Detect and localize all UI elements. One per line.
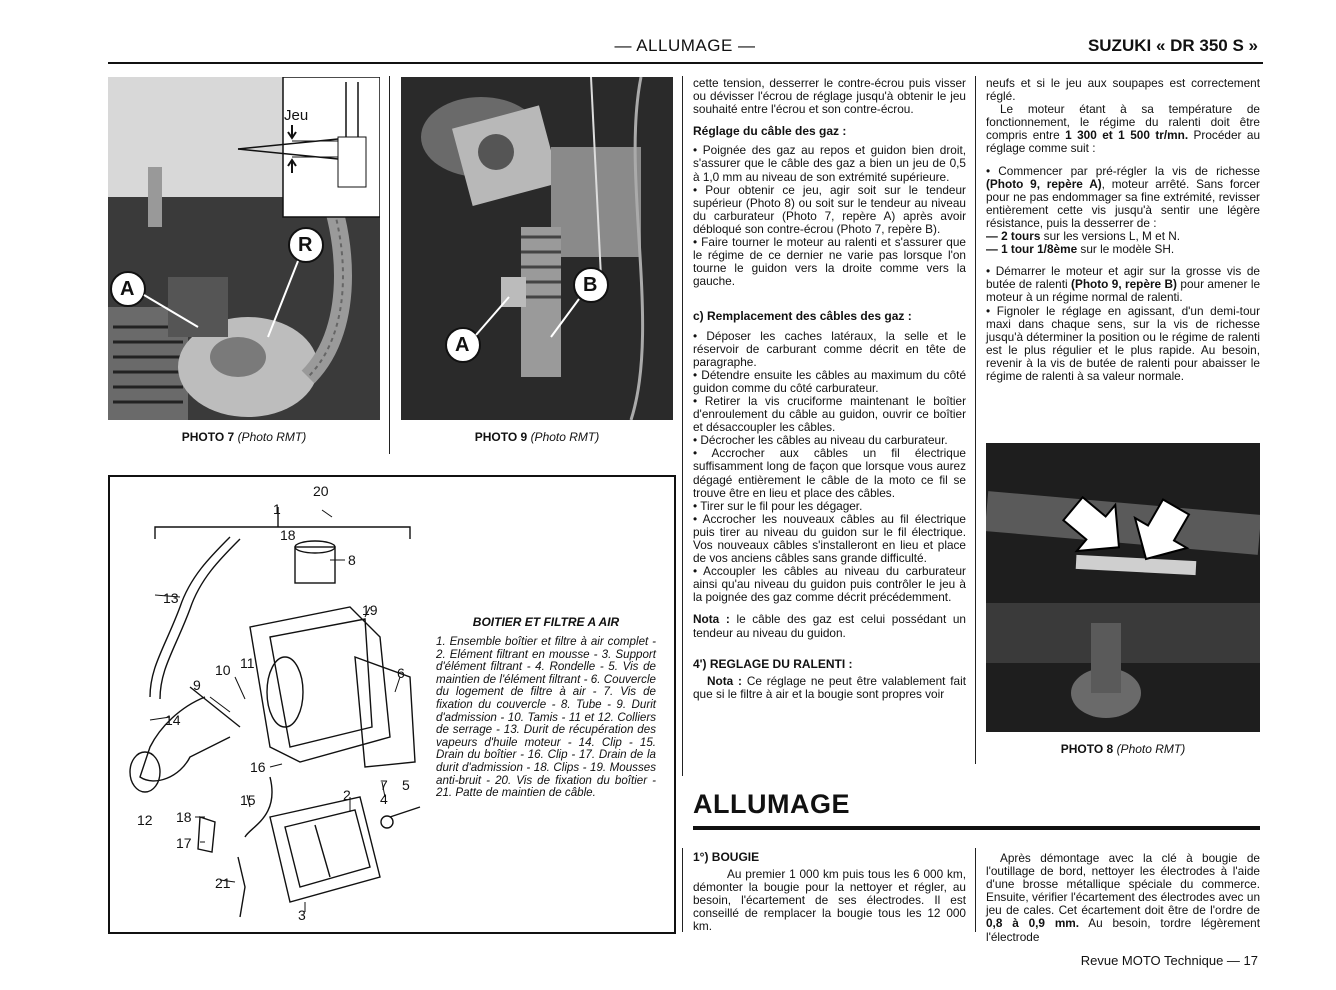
text: Le moteur étant à sa température de fonctionnement, le régime du ralenti doit être compris entre (986, 102, 1260, 143)
paragraph: • Déposer les caches latéraux, la selle et le réservoir de carburant comme décrit en tête de paragraphe. (693, 328, 966, 369)
rpm-range: 1 300 et 1 500 tr/mn. (1065, 128, 1189, 143)
text-column-3 (693, 77, 966, 701)
section-header: — ALLUMAGE — (614, 36, 756, 55)
paragraph (986, 165, 1260, 230)
callout-2: 2 (343, 787, 351, 803)
callout-18: 18 (280, 527, 296, 543)
marker-b: B (583, 274, 598, 296)
callout-19: 19 (362, 602, 378, 618)
callout-21: 21 (215, 875, 231, 891)
caption-credit: (Photo RMT) (1116, 742, 1186, 756)
paragraph: • Détendre ensuite les câbles au maximum du côté guidon comme du côté carburateur. (693, 367, 966, 395)
page-footer: Revue MOTO Technique — 17 (1080, 953, 1258, 968)
header-rule (108, 62, 1263, 64)
turns: — 1 tour 1/8ème (986, 242, 1078, 257)
marker-a: A (120, 278, 135, 300)
column-divider (975, 76, 976, 764)
gap-value: 0,8 à 0,9 mm. (986, 916, 1080, 931)
section-title: ALLUMAGE (693, 789, 850, 819)
photo-8-illustration (986, 443, 1260, 732)
model-header: SUZUKI « DR 350 S » (1087, 36, 1258, 55)
callout-15: 15 (240, 792, 256, 808)
ref: (Photo 9, repère A) (986, 176, 1102, 191)
callout-6: 6 (397, 665, 405, 681)
text: pour amener le moteur à un régime normal de ralenti. (986, 277, 1260, 305)
paragraph: • Accrocher les nouveaux câbles au fil électrique puis tirer au niveau du guidon sur le fil électrique. Vos nouveaux câbles s'installeront en lieu et place de vos anciens câbles sans grande difficulté. (693, 511, 966, 566)
heading-throttle-cable-adjustment: Réglage du câble des gaz : (693, 124, 847, 139)
callout-20: 20 (313, 483, 329, 499)
air-filter-exploded-view (110, 477, 430, 932)
paragraph: • Tirer sur le fil pour les dégager. (693, 498, 863, 513)
photo-7-illustration (108, 77, 380, 420)
paragraph: Au premier 1 000 km puis tous les 6 000 km, démonter la bougie pour la nettoyer et régler, au besoin, l'écartement de ses électrodes. Il est conseillé de remplacer la bougie tous les 12 000 km. (693, 867, 966, 934)
heading-spark-plug: 1°) BOUGIE (693, 850, 760, 864)
text: Au besoin, tordre légèrement l'électrode (986, 916, 1261, 944)
paragraph: • Accrocher aux câbles un fil électrique suffisamment long de façon que lorsque vous aurez dégagé entièrement le câble de la moto ce fil se trouve être en lieu et place des câbles. (693, 446, 966, 500)
note-text: Ce réglage ne peut être valablement fait que si le filtre à air et la bougie sont propres voir (693, 673, 967, 701)
play-label: Jeu (284, 107, 309, 124)
callout-4: 4 (380, 791, 388, 807)
text: sur le modèle SH. (1077, 242, 1175, 257)
paragraph: cette tension, desserrer le contre-écrou puis visser ou dévisser l'écrou de réglage jusqu'à obtenir le jeu souhaité entre l'écrou et son contre-écrou. (693, 76, 966, 117)
callout-13: 13 (163, 590, 179, 606)
caption-label: PHOTO 9 (474, 430, 528, 444)
heading-idle-adjustment: 4') REGLAGE DU RALENTI : (693, 656, 853, 671)
paragraph: neufs et si le jeu aux soupapes est correctement réglé. (986, 76, 1260, 104)
paragraph: • Fignoler le réglage en agissant, d'un demi-tour maxi dans chaque sens, sur la vis de richesse jusqu'à déterminer la position ou le régime de ralenti est le plus régulier et le plus rapide. Au besoin, revenir à la vis de butée de ralenti pour abaisser le régime de ralenti à sa valeur normale. (986, 303, 1260, 383)
spark-plug-column-left (693, 851, 966, 934)
heading-cable-replacement: c) Remplacement des câbles des gaz : (693, 309, 912, 324)
callout-17: 17 (176, 835, 192, 851)
caption-label: PHOTO 8 (1060, 742, 1114, 756)
marker-a: A (455, 334, 470, 356)
caption-credit: (Photo RMT) (530, 430, 600, 444)
column-divider (682, 76, 683, 776)
callout-7: 7 (380, 777, 388, 793)
callout-16: 16 (250, 759, 266, 775)
paragraph: • Retirer la vis cruciforme maintenant le boîtier d'enroulement du câble au guidon, ouvrir ce boîtier et désaccoupler les câbles. (693, 393, 966, 435)
callout-1: 1 (273, 501, 281, 517)
text-column-4 (986, 77, 1260, 383)
photo-7 (108, 77, 380, 420)
caption-label: PHOTO 7 (181, 430, 235, 444)
callout-9: 9 (193, 677, 201, 693)
note-label: Nota : (693, 612, 730, 627)
paragraph (986, 852, 1260, 944)
text: Après démontage avec la clé à bougie de l'outillage de bord, nettoyer les électrodes à l'aide d'une brosse métallique spéciale du commerce. Ensuite, vérifier l'écartement des électrodes avec un jeu de cales. Cet écartement doit être de l'ordre de (986, 851, 1260, 918)
note (693, 675, 966, 701)
text: • Commencer par pré-régler la vis de richesse (986, 163, 1260, 178)
text: • Démarrer le moteur et agir sur la grosse vis de butée de ralenti (986, 264, 1260, 292)
paragraph (986, 103, 1260, 155)
turns: — 2 tours (986, 229, 1041, 244)
callout-12: 12 (137, 812, 153, 828)
callout-18b: 18 (176, 809, 192, 825)
paragraph: • Faire tourner le moteur au ralenti et s'assurer que le régime de ce dernier ne varie pas lorsque l'on tourne le guidon vers la droite comme vers la gauche. (693, 235, 966, 289)
photo-8-caption (986, 742, 1260, 756)
paragraph: • Poignée des gaz au repos et guidon bien droit, s'assurer que le câble des gaz a bien un jeu de 0,5 à 1,0 mm au niveau de son extrémité supérieure. (693, 143, 966, 184)
callout-14: 14 (165, 712, 181, 728)
photo-9 (401, 77, 673, 420)
column-divider (975, 848, 976, 932)
note (693, 613, 966, 639)
caption-credit: (Photo RMT) (237, 430, 307, 444)
callout-8: 8 (348, 552, 356, 568)
note-label: Nota : (707, 673, 742, 688)
paragraph: • Pour obtenir ce jeu, agir soit sur le tendeur supérieur (Photo 8) ou soit sur le tendeur au niveau du carburateur (Photo 7, repère A) après avoir débloqué son contre-écrou (Photo 7, repère B). (693, 182, 966, 236)
note-text: le câble des gaz est celui possédant un tendeur au niveau du guidon. (693, 612, 966, 640)
photo-9-caption (401, 430, 673, 444)
callout-11: 11 (240, 655, 255, 671)
text: Procéder au réglage comme suit : (986, 128, 1261, 156)
paragraph: • Accoupler les câbles au niveau du carburateur ainsi qu'au niveau du guidon puis contrôler le jeu à la poignée des gaz comme décrit précédemment. (693, 564, 966, 605)
air-filter-diagram-box (108, 475, 676, 934)
photo-9-illustration (401, 77, 673, 420)
text: sur les versions L, M et N. (1040, 229, 1181, 244)
callout-10: 10 (215, 662, 231, 678)
paragraph (986, 243, 1260, 256)
paragraph (986, 265, 1260, 304)
callout-3: 3 (298, 907, 306, 923)
column-divider (389, 76, 390, 454)
spark-plug-column-right (986, 852, 1260, 944)
text: , moteur arrêté. Sans forcer pour ne pas endommager sa fine extrémité, revisser entièrement cette vis jusqu'à sentir une légère résistance, puis la desserrer de : (986, 176, 1260, 230)
photo-8 (986, 443, 1260, 732)
column-divider (682, 848, 683, 932)
ref: (Photo 9, repère B) (1071, 277, 1177, 292)
marker-r: R (298, 234, 313, 256)
callout-5: 5 (402, 777, 410, 793)
diagram-title: BOITIER ET FILTRE A AIR (472, 615, 620, 629)
section-rule (693, 826, 1260, 830)
photo-7-caption (108, 430, 380, 444)
diagram-legend: 1. Ensemble boîtier et filtre à air complet - 2. Elément filtrant en mousse - 3. Support d'élément filtrant - 4. Rondelle - 5. Vis de maintien de l'élément filtrant - 6. Couvercle du logement de filtre à air - 7. Vis de fixation du couvercle - 8. Tube - 9. Durit d'admission - 10. Tamis - 11 et 12. Colliers de serrage - 13. Durit de récupération des vapeurs d'huile moteur - 14. Clip - 15. Drain du boîtier - 16. Clip - 17. Drain de la durit d'admission - 18. Clips - 19. Mousses anti-bruit - 20. Vis de fixation du boîtier - 21. Patte de maintien de câble. (436, 635, 656, 800)
paragraph: • Décrocher les câbles au niveau du carburateur. (693, 433, 948, 448)
